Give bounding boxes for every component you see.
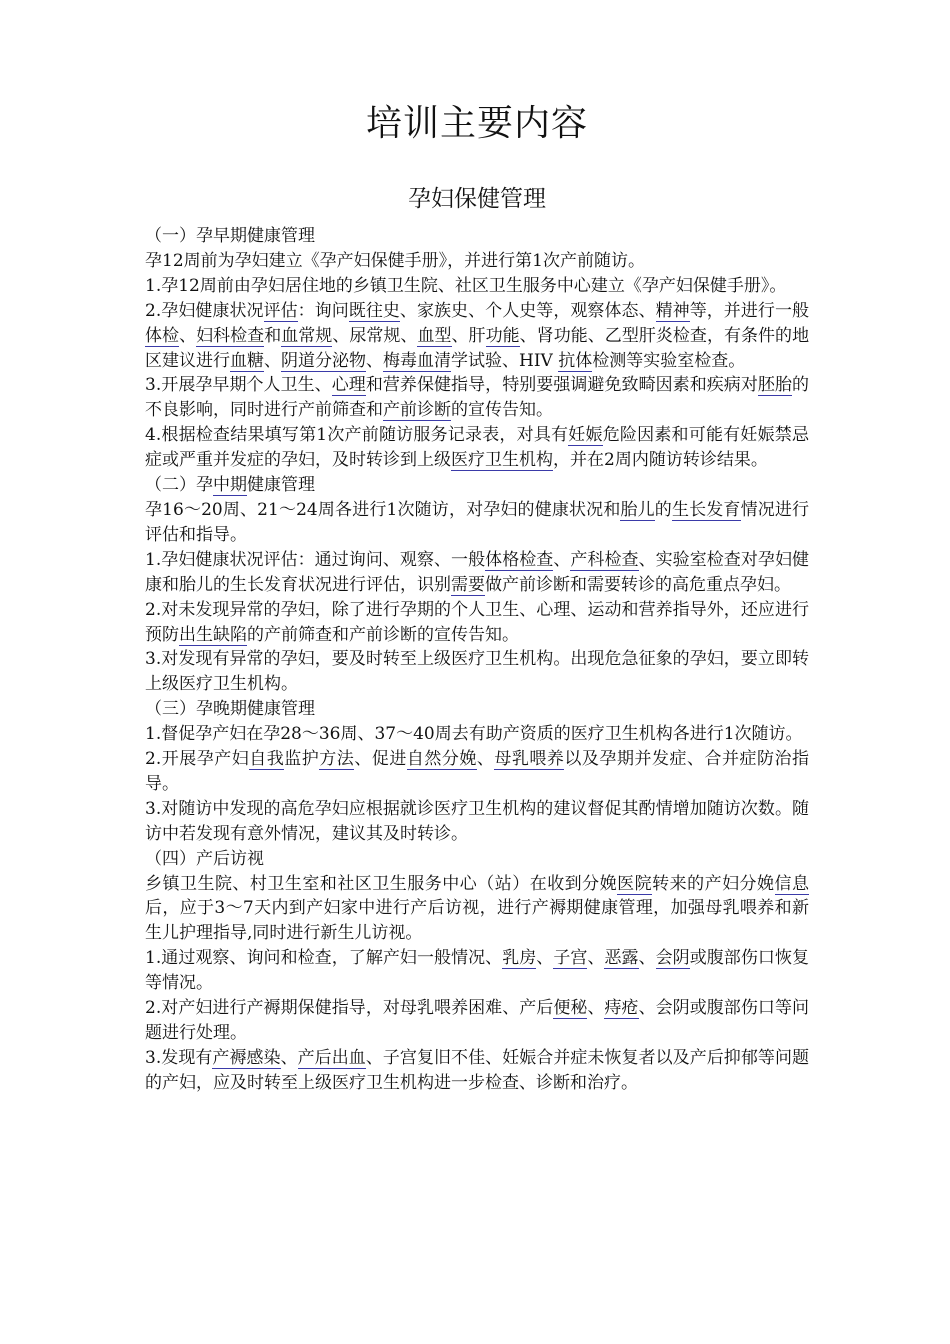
section-heading: （二）孕中期健康管理 xyxy=(145,475,315,496)
keyword-link[interactable]: 乳房 xyxy=(502,948,537,969)
keyword-link[interactable]: 医疗卫生机构 xyxy=(451,450,553,471)
paragraph: 2.对未发现异常的孕妇，除了进行孕期的个人卫生、心理、运动和营养指导外，还应进行预防出生缺陷的产前筛查和产前诊断的宣传告知。 xyxy=(145,599,809,645)
keyword-link[interactable]: 出生缺陷 xyxy=(179,624,247,645)
keyword-link[interactable]: 功能 xyxy=(485,325,520,346)
keyword-link[interactable]: 胚胎 xyxy=(757,375,792,396)
keyword-link[interactable]: 产后出血 xyxy=(297,1047,366,1068)
keyword-link[interactable]: 中期 xyxy=(213,475,247,496)
paragraph: 3.对发现有异常的孕妇，要及时转至上级医疗卫生机构。出现危急征象的孕妇，要立即转上级医疗卫生机构。 xyxy=(145,649,809,695)
paragraph: 2.开展孕产妇自我监护方法、促进自然分娩、母乳喂养以及孕期并发症、合并症防治指导。 xyxy=(145,749,810,794)
keyword-link[interactable]: 血常规 xyxy=(281,325,333,346)
paragraph: 3.对随访中发现的高危孕妇应根据就诊医疗卫生机构的建议督促其酌情增加随访次数。随访中若发现有意外情况，建议其及时转诊。 xyxy=(145,798,809,844)
keyword-link[interactable]: 体检 xyxy=(145,325,180,346)
paragraph: 1.通过观察、询问和检查，了解产妇一般情况、乳房、子宫、恶露、会阴或腹部伤口恢复等情况。 xyxy=(145,948,809,994)
keyword-link[interactable]: 生长发育 xyxy=(671,499,741,520)
keyword-link[interactable]: 方法 xyxy=(319,749,355,770)
keyword-link[interactable]: 血型 xyxy=(417,325,452,346)
paragraph: 2.对产妇进行产褥期保健指导，对母乳喂养困难、产后便秘、痔疮、会阴或腹部伤口等问题进行处理。 xyxy=(145,998,809,1043)
keyword-link[interactable]: 妇科检查 xyxy=(196,325,265,346)
keyword-link[interactable]: 产科检查 xyxy=(570,549,639,570)
document-page xyxy=(145,98,809,1096)
keyword-link[interactable]: 产褥感染 xyxy=(212,1047,281,1068)
paragraph: 孕16～20周、21～24周各进行1次随访，对孕妇的健康状况和胎儿的生长发育情况进行评估和指导。 xyxy=(145,499,810,545)
keyword-link[interactable]: 医院 xyxy=(617,873,653,894)
document-title: 培训主要内容 xyxy=(365,103,588,144)
keyword-link[interactable]: 便秘 xyxy=(553,998,588,1019)
keyword-link[interactable]: 体格检查 xyxy=(485,549,554,570)
paragraph: 乡镇卫生院、村卫生室和社区卫生服务中心（站）在收到分娩医院转来的产妇分娩信息后，应于3～7天内到产妇家中进行产后访视，进行产褥期健康管理，加强母乳喂养和新生儿护理指导,同时进行新生儿访视。 xyxy=(145,873,810,944)
keyword-link[interactable]: 抗体 xyxy=(558,350,593,371)
keyword-link[interactable]: 自我 xyxy=(249,749,285,770)
paragraph: 4.根据检查结果填写第1次产前随访服务记录表，对具有妊娠危险因素和可能有妊娠禁忌症或严重并发症的孕妇，及时转诊到上级医疗卫生机构，并在2周内随访转诊结果。 xyxy=(145,425,810,471)
keyword-link[interactable]: 精神 xyxy=(655,300,690,321)
paragraph: 3.开展孕早期个人卫生、心理和营养保健指导，特别要强调避免致畸因素和疾病对胚胎的不良影响，同时进行产前筛查和产前诊断的宣传告知。 xyxy=(145,375,809,421)
document-body xyxy=(145,224,809,1096)
section-heading: （四）产后访视 xyxy=(145,848,264,869)
section-heading: （三）孕晚期健康管理 xyxy=(145,699,315,720)
paragraph: 2.孕妇健康状况评估：询问既往史、家族史、个人史等，观察体态、精神等，并进行一般体检、妇科检查和血常规、尿常规、血型、肝功能、肾功能、乙型肝炎检查，有条件的地区建议进行血糖、阴道分泌物、梅毒血清学试验、HIV 抗体检测等实验室检查。 xyxy=(145,300,810,371)
keyword-link[interactable]: 子宫 xyxy=(553,948,588,969)
paragraph: 1.督促孕产妇在孕28～36周、37～40周去有助产资质的医疗卫生机构各进行1次随访。 xyxy=(145,724,803,745)
paragraph: 1.孕妇健康状况评估：通过询问、观察、一般体格检查、产科检查、实验室检查对孕妇健康和胎儿的生长发育状况进行评估，识别需要做产前诊断和需要转诊的高危重点孕妇。 xyxy=(145,549,809,595)
keyword-link[interactable]: 评估 xyxy=(263,300,298,321)
keyword-link[interactable]: 痔疮 xyxy=(604,998,639,1019)
keyword-link[interactable]: 胎儿 xyxy=(620,499,655,520)
keyword-link[interactable]: 会阴 xyxy=(655,948,690,969)
paragraph: 3.发现有产褥感染、产后出血、子宫复旧不佳、妊娠合并症未恢复者以及产后抑郁等问题的产妇，应及时转至上级医疗卫生机构进一步检查、诊断和治疗。 xyxy=(145,1047,809,1093)
keyword-link[interactable]: 需要 xyxy=(451,574,485,595)
keyword-link[interactable]: 既往史 xyxy=(348,300,400,321)
keyword-link[interactable]: 梅毒血清 xyxy=(383,350,451,371)
keyword-link[interactable]: 妊娠 xyxy=(568,425,603,446)
paragraph: 孕12周前为孕妇建立《孕产妇保健手册》，并进行第1次产前随访。 xyxy=(145,250,645,271)
keyword-link[interactable]: 母乳喂养 xyxy=(494,749,565,770)
keyword-link[interactable]: 阴道分泌物 xyxy=(281,350,366,371)
keyword-link[interactable]: 产前诊断 xyxy=(383,400,451,421)
section-title: 孕妇保健管理 xyxy=(408,186,546,212)
keyword-link[interactable]: 信息 xyxy=(774,873,810,894)
keyword-link[interactable]: 血糖 xyxy=(230,350,264,371)
keyword-link[interactable]: 恶露 xyxy=(604,948,639,969)
section-heading: （一）孕早期健康管理 xyxy=(145,226,315,246)
keyword-link[interactable]: 心理 xyxy=(331,375,366,396)
paragraph: 1.孕12周前由孕妇居住地的乡镇卫生院、社区卫生服务中心建立《孕产妇保健手册》。 xyxy=(145,275,787,296)
keyword-link[interactable]: 自然分娩 xyxy=(406,749,477,770)
